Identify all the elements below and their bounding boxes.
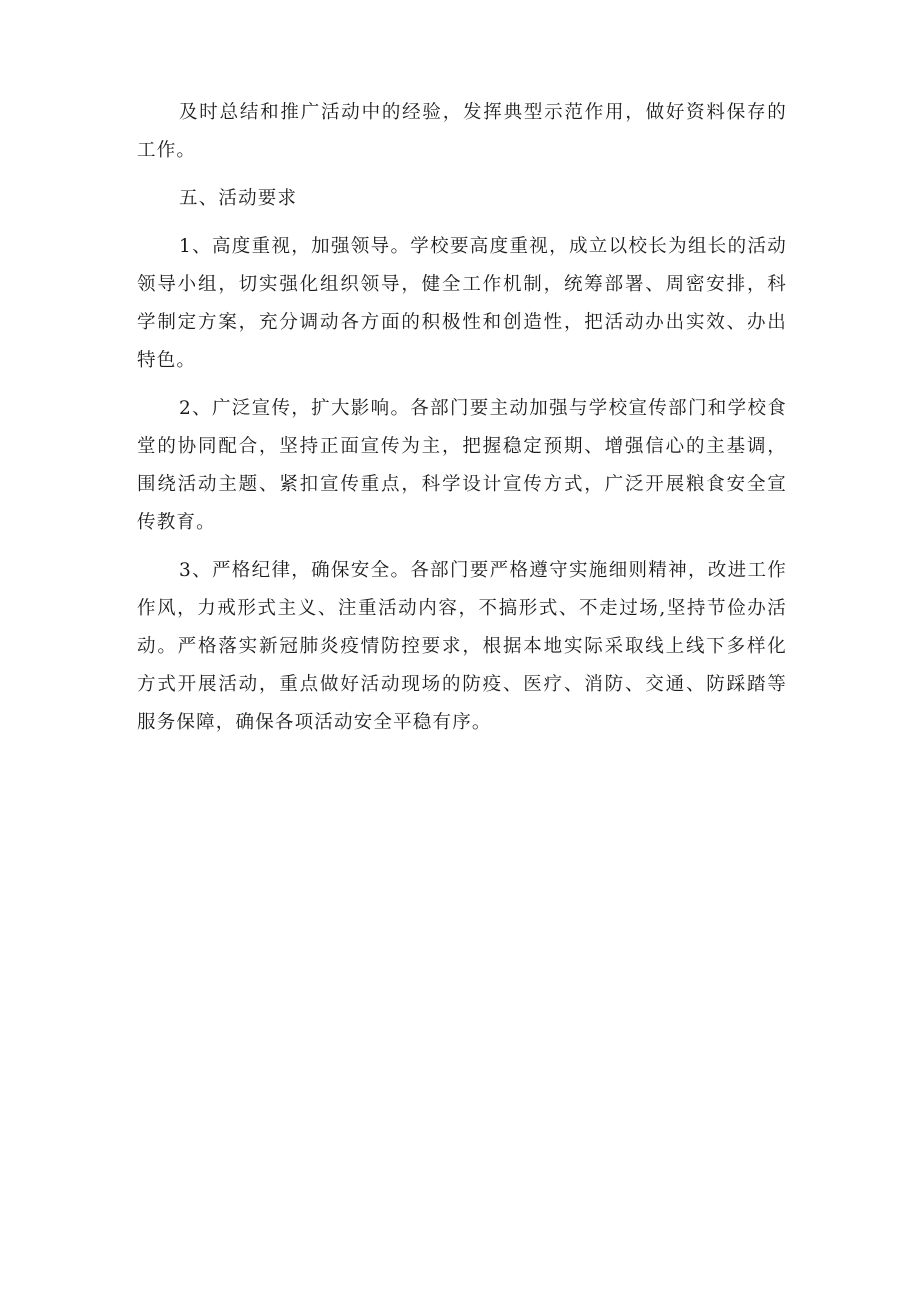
section-heading-requirements: 五、活动要求 [179,188,298,209]
paragraph-summary: 及时总结和推广活动中的经验，发挥典型示范作用，做好资料保存的工作。 [137,102,787,161]
paragraph-requirement-2: 2、广泛宣传，扩大影响。各部门要主动加强与学校宣传部门和学校食堂的协同配合，坚持正面宣传为主，把握稳定预期、增强信心的主基调，围绕活动主题、紧扣宣传重点，科学设计宣传方式，广泛开展粮食安全宣传教育。 [137,398,787,533]
document-body [137,94,787,752]
paragraph-requirement-1: 1、高度重视，加强领导。学校要高度重视，成立以校长为组长的活动领导小组，切实强化组织领导，健全工作机制，统筹部署、周密安排，科学制定方案，充分调动各方面的积极性和创造性，把活动办出实效、办出特色。 [137,236,787,371]
paragraph-requirement-3: 3、严格纪律，确保安全。各部门要严格遵守实施细则精神，改进工作作风，力戒形式主义、注重活动内容，不搞形式、不走过场,坚持节俭办活动。严格落实新冠肺炎疫情防控要求，根据本地实际采取线上线下多样化方式开展活动，重点做好活动现场的防疫、医疗、消防、交通、防踩踏等服务保障，确保各项活动安全平稳有序。 [137,560,787,733]
